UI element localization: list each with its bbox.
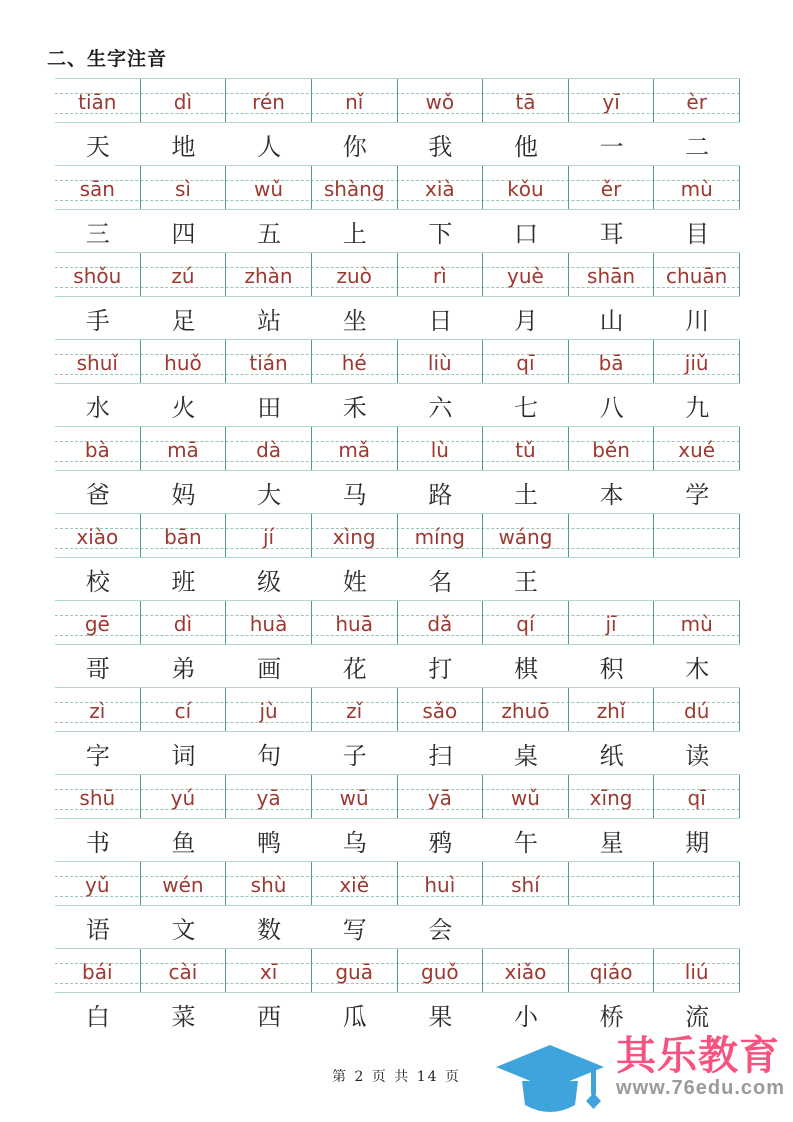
pinyin-cell: rì xyxy=(398,253,484,296)
pinyin-cell: mù xyxy=(654,166,740,209)
pinyin-row xyxy=(55,252,740,297)
pinyin-row xyxy=(55,165,740,210)
character-cell: 西 xyxy=(257,1002,282,1031)
pinyin-cell: shù xyxy=(226,862,312,905)
pinyin-cell: huà xyxy=(226,601,312,644)
character-cell: 你 xyxy=(342,132,367,161)
character-cell: 校 xyxy=(85,567,110,596)
pinyin-cell: lù xyxy=(398,427,484,470)
pinyin-cell: cí xyxy=(141,688,227,731)
character-row xyxy=(55,471,740,513)
character-cell: 四 xyxy=(171,219,196,248)
pinyin-cell: cài xyxy=(141,949,227,992)
character-cell: 子 xyxy=(342,741,367,770)
pinyin-cell: dà xyxy=(226,427,312,470)
pinyin-cell: shuǐ xyxy=(55,340,141,383)
character-cell: 我 xyxy=(428,132,453,161)
character-row xyxy=(55,384,740,426)
pinyin-cell: wū xyxy=(312,775,398,818)
character-cell: 菜 xyxy=(171,1002,196,1031)
character-cell: 天 xyxy=(85,132,110,161)
pinyin-cell: zú xyxy=(141,253,227,296)
character-cell: 瓜 xyxy=(342,1002,367,1031)
character-cell: 词 xyxy=(171,741,196,770)
character-cell: 二 xyxy=(685,132,710,161)
character-cell: 数 xyxy=(257,915,282,944)
pinyin-cell: liù xyxy=(398,340,484,383)
pinyin-row xyxy=(55,339,740,384)
pinyin-cell: huǒ xyxy=(141,340,227,383)
pinyin-cell: jù xyxy=(226,688,312,731)
character-cell: 桌 xyxy=(513,741,538,770)
character-cell: 书 xyxy=(85,828,110,857)
pinyin-cell: wǔ xyxy=(483,775,569,818)
character-cell: 写 xyxy=(342,915,367,944)
pinyin-cell: chuān xyxy=(654,253,740,296)
character-cell: 姓 xyxy=(342,567,367,596)
character-cell: 川 xyxy=(685,306,710,335)
character-cell: 手 xyxy=(85,306,110,335)
character-row xyxy=(55,906,740,948)
brand-text xyxy=(616,1035,785,1100)
character-cell: 画 xyxy=(257,654,282,683)
character-cell: 名 xyxy=(428,567,453,596)
character-cell: 五 xyxy=(257,219,282,248)
character-cell: 耳 xyxy=(599,219,624,248)
character-cell: 禾 xyxy=(342,393,367,422)
pinyin-row xyxy=(55,513,740,558)
character-cell: 纸 xyxy=(599,741,624,770)
character-row xyxy=(55,297,740,339)
character-cell: 口 xyxy=(513,219,538,248)
pinyin-cell: sǎo xyxy=(398,688,484,731)
pinyin-cell: shān xyxy=(569,253,655,296)
pinyin-cell: bái xyxy=(55,949,141,992)
pinyin-cell: ěr xyxy=(569,166,655,209)
pinyin-cell: zì xyxy=(55,688,141,731)
character-cell xyxy=(654,558,740,600)
character-cell: 足 xyxy=(171,306,196,335)
pinyin-cell: míng xyxy=(398,514,484,557)
pinyin-cell: qí xyxy=(483,601,569,644)
character-cell: 流 xyxy=(685,1002,710,1031)
character-cell: 级 xyxy=(257,567,282,596)
character-cell: 期 xyxy=(685,828,710,857)
character-cell: 三 xyxy=(85,219,110,248)
page-number: 第 2 页 共 14 页 xyxy=(332,1069,461,1085)
character-row xyxy=(55,123,740,165)
pinyin-cell: sì xyxy=(141,166,227,209)
character-row xyxy=(55,645,740,687)
character-cell xyxy=(483,906,569,948)
page-title: 二、生字注音 xyxy=(47,49,168,70)
character-cell: 小 xyxy=(513,1002,538,1031)
pinyin-row xyxy=(55,948,740,993)
pinyin-cell: jī xyxy=(569,601,655,644)
pinyin-cell: xiǎo xyxy=(483,949,569,992)
pinyin-row xyxy=(55,774,740,819)
character-cell xyxy=(654,906,740,948)
character-cell: 一 xyxy=(599,132,624,161)
character-cell: 鸦 xyxy=(428,828,453,857)
pinyin-cell: nǐ xyxy=(312,79,398,122)
pinyin-cell: tā xyxy=(483,79,569,122)
pinyin-cell: wǒ xyxy=(398,79,484,122)
pinyin-cell: zǐ xyxy=(312,688,398,731)
pinyin-cell: èr xyxy=(654,79,740,122)
character-cell: 下 xyxy=(428,219,453,248)
character-cell: 弟 xyxy=(171,654,196,683)
graduation-cap-icon xyxy=(492,1043,612,1121)
pinyin-cell: jí xyxy=(226,514,312,557)
pinyin-cell: tǔ xyxy=(483,427,569,470)
pinyin-row xyxy=(55,78,740,123)
character-cell: 哥 xyxy=(85,654,110,683)
pinyin-row xyxy=(55,600,740,645)
character-cell: 他 xyxy=(513,132,538,161)
character-cell: 本 xyxy=(599,480,624,509)
character-cell: 午 xyxy=(513,828,538,857)
character-row xyxy=(55,558,740,600)
character-cell xyxy=(569,906,655,948)
pinyin-cell: dì xyxy=(141,601,227,644)
pinyin-cell: liú xyxy=(654,949,740,992)
character-cell: 水 xyxy=(85,393,110,422)
character-row xyxy=(55,993,740,1035)
pinyin-cell xyxy=(569,514,655,557)
pinyin-cell: xī xyxy=(226,949,312,992)
pinyin-cell: zhàn xyxy=(226,253,312,296)
character-cell: 鸭 xyxy=(257,828,282,857)
character-cell: 七 xyxy=(513,393,538,422)
pinyin-cell: huā xyxy=(312,601,398,644)
character-cell: 日 xyxy=(428,306,453,335)
character-cell: 班 xyxy=(171,567,196,596)
character-cell: 人 xyxy=(257,132,282,161)
pinyin-cell: mù xyxy=(654,601,740,644)
brand-logo xyxy=(492,1035,785,1121)
character-cell: 星 xyxy=(599,828,624,857)
character-cell xyxy=(569,558,655,600)
character-cell: 地 xyxy=(171,132,196,161)
character-cell: 棋 xyxy=(513,654,538,683)
character-row xyxy=(55,732,740,774)
character-cell: 月 xyxy=(513,306,538,335)
character-cell: 站 xyxy=(257,306,282,335)
pinyin-cell: xià xyxy=(398,166,484,209)
character-cell: 妈 xyxy=(171,480,196,509)
pinyin-row xyxy=(55,687,740,732)
pinyin-cell xyxy=(654,514,740,557)
character-cell: 上 xyxy=(342,219,367,248)
character-cell: 乌 xyxy=(342,828,367,857)
pinyin-cell: bā xyxy=(569,340,655,383)
pinyin-cell: zhuō xyxy=(483,688,569,731)
pinyin-cell: shǒu xyxy=(55,253,141,296)
character-cell: 山 xyxy=(599,306,624,335)
character-cell: 扫 xyxy=(428,741,453,770)
character-cell: 会 xyxy=(428,915,453,944)
pinyin-cell: rén xyxy=(226,79,312,122)
pinyin-cell: xīng xyxy=(569,775,655,818)
pinyin-cell: guā xyxy=(312,949,398,992)
character-cell: 王 xyxy=(513,567,538,596)
character-cell: 木 xyxy=(685,654,710,683)
pinyin-cell: mā xyxy=(141,427,227,470)
character-cell: 打 xyxy=(428,654,453,683)
pinyin-cell: qī xyxy=(483,340,569,383)
character-cell: 字 xyxy=(85,741,110,770)
pinyin-cell: qiáo xyxy=(569,949,655,992)
pinyin-table xyxy=(55,78,740,1035)
pinyin-cell: dú xyxy=(654,688,740,731)
character-cell: 白 xyxy=(85,1002,110,1031)
pinyin-cell: xué xyxy=(654,427,740,470)
character-cell: 火 xyxy=(171,393,196,422)
pinyin-cell: wén xyxy=(141,862,227,905)
character-row xyxy=(55,819,740,861)
pinyin-cell: qī xyxy=(654,775,740,818)
character-row xyxy=(55,210,740,252)
brand-url: www.76edu.com xyxy=(616,1077,785,1099)
pinyin-cell: dì xyxy=(141,79,227,122)
pinyin-cell: bān xyxy=(141,514,227,557)
pinyin-cell: yā xyxy=(398,775,484,818)
character-cell: 句 xyxy=(257,741,282,770)
pinyin-cell: sān xyxy=(55,166,141,209)
character-cell: 花 xyxy=(342,654,367,683)
pinyin-cell: yī xyxy=(569,79,655,122)
pinyin-cell xyxy=(654,862,740,905)
character-cell: 六 xyxy=(428,393,453,422)
character-cell: 土 xyxy=(513,480,538,509)
pinyin-cell: hé xyxy=(312,340,398,383)
character-cell: 积 xyxy=(599,654,624,683)
brand-name: 其乐教育 xyxy=(616,1034,781,1078)
pinyin-row xyxy=(55,861,740,906)
pinyin-cell: yā xyxy=(226,775,312,818)
character-cell: 大 xyxy=(257,480,282,509)
pinyin-cell: tián xyxy=(226,340,312,383)
character-cell: 语 xyxy=(85,915,110,944)
pinyin-cell: běn xyxy=(569,427,655,470)
pinyin-cell: shū xyxy=(55,775,141,818)
pinyin-cell: wáng xyxy=(483,514,569,557)
pinyin-cell: yú xyxy=(141,775,227,818)
pinyin-cell: dǎ xyxy=(398,601,484,644)
pinyin-cell: huì xyxy=(398,862,484,905)
pinyin-cell: jiǔ xyxy=(654,340,740,383)
character-cell: 九 xyxy=(685,393,710,422)
character-cell: 鱼 xyxy=(171,828,196,857)
pinyin-cell: xiào xyxy=(55,514,141,557)
pinyin-cell: guǒ xyxy=(398,949,484,992)
pinyin-cell xyxy=(569,862,655,905)
pinyin-cell: gē xyxy=(55,601,141,644)
pinyin-cell: xìng xyxy=(312,514,398,557)
character-cell: 田 xyxy=(257,393,282,422)
character-cell: 坐 xyxy=(342,306,367,335)
pinyin-cell: shí xyxy=(483,862,569,905)
character-cell: 目 xyxy=(685,219,710,248)
pinyin-cell: wǔ xyxy=(226,166,312,209)
pinyin-cell: tiān xyxy=(55,79,141,122)
pinyin-cell: zhǐ xyxy=(569,688,655,731)
character-cell: 桥 xyxy=(599,1002,624,1031)
character-cell: 读 xyxy=(685,741,710,770)
pinyin-cell: shàng xyxy=(312,166,398,209)
pinyin-cell: yǔ xyxy=(55,862,141,905)
character-cell: 八 xyxy=(599,393,624,422)
character-cell: 果 xyxy=(428,1002,453,1031)
character-cell: 学 xyxy=(685,480,710,509)
character-cell: 路 xyxy=(428,480,453,509)
character-cell: 爸 xyxy=(85,480,110,509)
pinyin-row xyxy=(55,426,740,471)
character-cell: 马 xyxy=(342,480,367,509)
pinyin-cell: xiě xyxy=(312,862,398,905)
pinyin-cell: mǎ xyxy=(312,427,398,470)
pinyin-cell: kǒu xyxy=(483,166,569,209)
pinyin-cell: yuè xyxy=(483,253,569,296)
pinyin-cell: bà xyxy=(55,427,141,470)
pinyin-cell: zuò xyxy=(312,253,398,296)
character-cell: 文 xyxy=(171,915,196,944)
